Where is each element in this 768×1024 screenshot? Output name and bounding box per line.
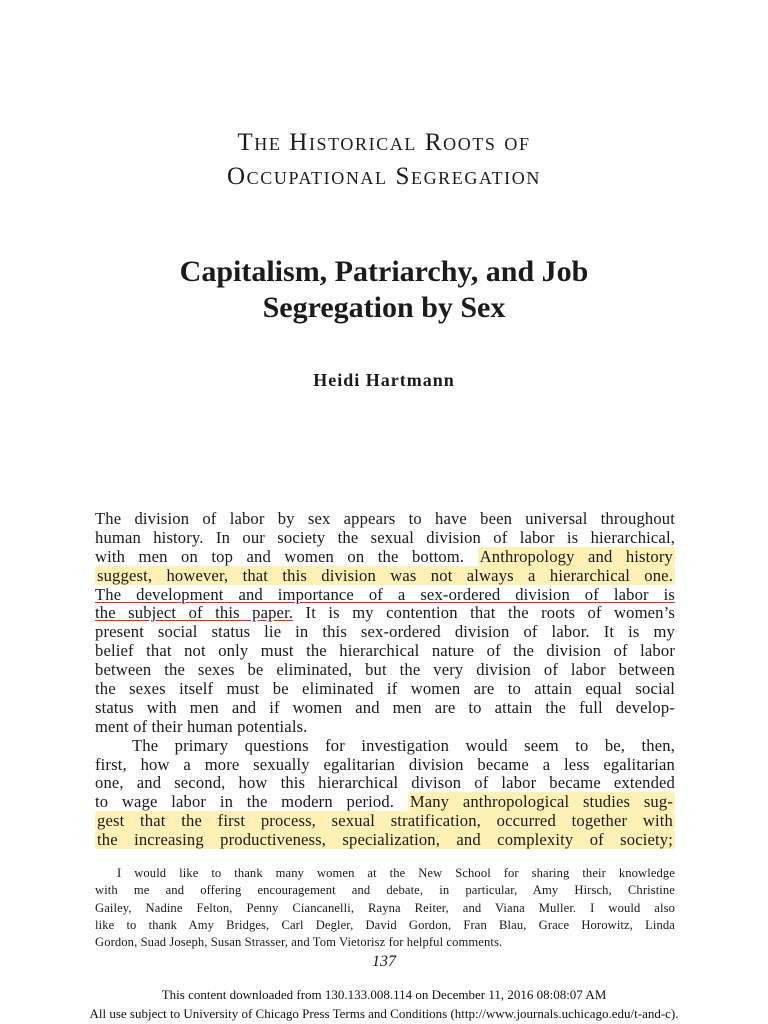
highlighted-text: Anthropology and history <box>479 546 673 566</box>
series-title-line-1: The Historical Roots of <box>237 129 531 156</box>
body-line <box>95 756 675 775</box>
text-segment: between the sexes be eliminated, but the very division of labor between <box>95 660 675 680</box>
download-notice <box>0 985 768 1023</box>
footnote-line: like to thank Amy Bridges, Carl Degler, David Gordon, Fran Blau, Grace Horowitz, Linda <box>95 917 675 932</box>
text-segment: with men on top and women on the bottom. <box>95 546 478 566</box>
text-segment: The division of labor by sex appears to have been universal throughout <box>95 509 675 528</box>
download-notice-line-1: This content downloaded from 130.133.008.114 on December 11, 2016 08:08:07 AM <box>161 987 607 1002</box>
article-title <box>0 254 768 326</box>
text-segment: It is my contention that the roots of women’s <box>293 603 675 623</box>
body-line <box>95 510 675 529</box>
text-segment: the sexes itself must be eliminated if women are to attain equal social <box>95 679 675 699</box>
series-title <box>0 126 768 194</box>
highlighted-text: Many anthropological studies sug- <box>409 792 673 812</box>
text-segment: present social status lie in this sex-ordered division of labor. It is my <box>95 622 675 642</box>
body-line <box>95 680 675 699</box>
body-line <box>95 831 675 850</box>
footnote-line: Gailey, Nadine Felton, Penny Ciancanelli, Rayna Reiter, and Viana Muller. I would also <box>95 900 675 915</box>
body-line <box>95 812 675 831</box>
download-notice-line-2: All use subject to University of Chicago Press Terms and Conditions (http://www.journals.uchicago.edu/t-and-c). <box>89 1006 679 1021</box>
body-line <box>95 718 675 737</box>
series-title-line-2: Occupational Segregation <box>227 163 541 190</box>
body-line <box>95 774 675 793</box>
underlined-text: The development and importance of a sex-ordered division of labor is <box>95 584 675 604</box>
body-line <box>95 623 675 642</box>
article-title-line-2: Segregation by Sex <box>262 291 506 324</box>
page-number: 137 <box>372 953 396 970</box>
body-line <box>95 529 675 548</box>
body-line <box>95 793 675 812</box>
body-line <box>95 661 675 680</box>
body-line <box>95 548 675 567</box>
text-segment: The primary questions for investigation would seem to be, then, <box>132 735 675 755</box>
body-line <box>95 586 675 605</box>
text-segment: one, and second, how this hierarchical divison of labor became extended <box>95 773 675 793</box>
text-segment: ment of their human potentials. <box>95 716 308 736</box>
article-title-line-1: Capitalism, Patriarchy, and Job <box>179 255 589 288</box>
text-segment: belief that not only must the hierarchical nature of the division of labor <box>95 641 675 661</box>
text-segment: status with men and if women and men are to attain the full develop- <box>95 697 675 717</box>
highlighted-text: gest that the first process, sexual stratification, occurred together with <box>97 811 673 831</box>
highlighted-text: suggest, however, that this division was not always a hierarchical one. <box>97 565 673 585</box>
underlined-text: the subject of this paper. <box>95 603 294 623</box>
body-line <box>95 737 675 756</box>
body-line <box>95 567 675 586</box>
text-segment: to wage labor in the modern period. <box>95 792 408 812</box>
text-segment: first, how a more sexually egalitarian division became a less egalitarian <box>95 754 675 774</box>
highlighted-text: the increasing productiveness, specialization, and complexity of society; <box>97 830 673 850</box>
text-segment: human history. In our society the sexual division of labor is hierarchical, <box>95 527 675 547</box>
author-name: Heidi Hartmann <box>313 370 455 390</box>
footnote-line: I would like to thank many women at the New School for sharing their knowledge <box>117 866 675 880</box>
footnote-line: with me and offering encouragement and debate, in particular, Amy Hirsch, Christine <box>95 883 675 898</box>
body-line <box>95 604 675 623</box>
body-line <box>95 699 675 718</box>
body-text <box>95 510 675 850</box>
acknowledgment-footnote <box>95 865 675 951</box>
body-line <box>95 642 675 661</box>
footnote-line: Gordon, Suad Joseph, Susan Strasser, and Tom Vietorisz for helpful comments. <box>95 935 503 950</box>
